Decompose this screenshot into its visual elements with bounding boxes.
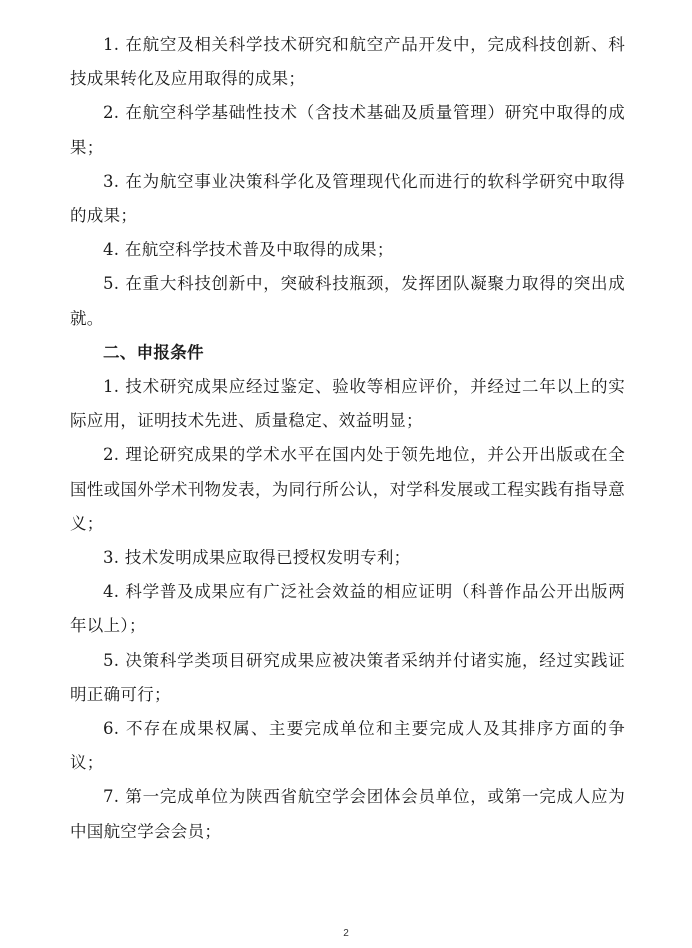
document-body bbox=[70, 28, 625, 849]
section1-item-2: 2. 在航空科学基础性技术（含技术基础及质量管理）研究中取得的成果； bbox=[70, 103, 625, 157]
page-number: 2 bbox=[343, 928, 349, 939]
section2-item-4: 4. 科学普及成果应有广泛社会效益的相应证明（科普作品公开出版两年以上）； bbox=[70, 582, 625, 636]
section1-item-3: 3. 在为航空事业决策科学化及管理现代化而进行的软科学研究中取得的成果； bbox=[70, 171, 625, 226]
section2-item-6: 6. 不存在成果权属、主要完成单位和主要完成人及其排序方面的争议； bbox=[70, 719, 625, 773]
section2-item-7: 7. 第一完成单位为陕西省航空学会团体会员单位，或第一完成人应为中国航空学会会员； bbox=[70, 787, 625, 841]
section2-item-2: 2. 理论研究成果的学术水平在国内处于领先地位，并公开出版或在全国性或国外学术刊物发表，为同行所公认，对学科发展或工程实践有指导意义； bbox=[70, 445, 625, 533]
section2-item-5: 5. 决策科学类项目研究成果应被决策者采纳并付诸实施，经过实践证明正确可行； bbox=[70, 650, 625, 704]
section2-item-1: 1. 技术研究成果应经过鉴定、验收等相应评价，并经过二年以上的实际应用，证明技术先进、质量稳定、效益明显； bbox=[70, 377, 625, 431]
section2-heading: 二、申报条件 bbox=[103, 342, 204, 362]
section1-item-5: 5. 在重大科技创新中，突破科技瓶颈，发挥团队凝聚力取得的突出成就。 bbox=[70, 274, 625, 328]
section2-item-3: 3. 技术发明成果应取得已授权发明专利； bbox=[103, 548, 411, 568]
section1-item-1: 1. 在航空及相关科学技术研究和航空产品开发中，完成科技创新、科技成果转化及应用取得的成果； bbox=[70, 35, 625, 89]
section1-item-4: 4. 在航空科学技术普及中取得的成果； bbox=[103, 240, 394, 260]
